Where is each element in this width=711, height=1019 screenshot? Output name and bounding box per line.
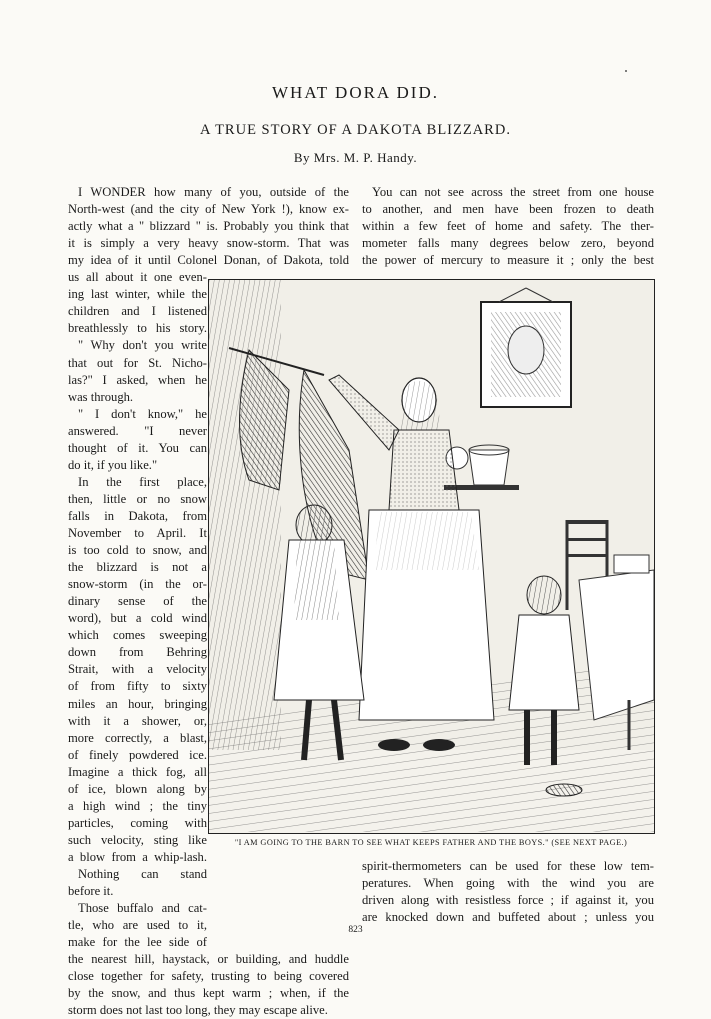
left-column-line: do it, if you like." xyxy=(68,457,158,472)
left-column-line: us all about it one even- xyxy=(68,270,207,285)
left-column-line: particles, coming with xyxy=(68,815,207,830)
left-column-line: Nothing can stand xyxy=(78,867,207,881)
right-column-line: driven along with resistless force ; if against it, you xyxy=(362,893,654,908)
left-column-line: of finely powdered ice. xyxy=(68,747,207,762)
left-column-line: was through. xyxy=(68,389,134,404)
left-column-line: down from Behring xyxy=(68,645,207,660)
left-column-line: Those buffalo and cat- xyxy=(78,901,207,916)
left-column-line: is too cold to snow, and xyxy=(68,543,207,558)
left-column-line: by the snow, and thus kept warm ; when, if the xyxy=(68,986,349,1001)
left-column-line: close together for safety, trusting to being covered xyxy=(68,969,349,984)
left-column-line: that out for St. Nicho- xyxy=(68,355,207,370)
left-column-line: falls in Dakota, from xyxy=(68,508,207,523)
left-column-line: of ice, blown along by xyxy=(68,781,207,796)
left-column-line: las?" I asked, when he xyxy=(68,372,207,387)
left-column-line: the nearest hill, haystack, or building, and huddle xyxy=(68,952,349,967)
left-column-line: November to April. It xyxy=(68,526,207,540)
left-column-line: miles an hour, bringing xyxy=(68,696,207,711)
right-column-line: are knocked down and buffeted about ; unless you xyxy=(362,910,654,925)
left-column-line: Strait, with a velocity xyxy=(68,662,207,677)
left-column-line: I WONDER how many of you, outside of the xyxy=(78,185,349,199)
left-column-line: answered. "I never xyxy=(68,423,207,438)
left-column-line: my idea of it until Colonel Donan, of Dakota, told xyxy=(68,253,349,268)
left-column-line: such velocity, sting like xyxy=(68,832,207,847)
illustration xyxy=(208,279,655,834)
left-column-line: of from fifty to sixty xyxy=(68,679,207,694)
left-column-line: North-west (and the city of New York !), know ex- xyxy=(68,202,349,217)
article-title: WHAT DORA DID. xyxy=(272,83,439,102)
left-column-line: In the first place, xyxy=(78,474,207,489)
left-column-line: more correctly, a blast, xyxy=(68,730,207,745)
left-column-line: it is simply a very heavy snow-storm. That was xyxy=(68,236,349,251)
left-column-line: breathlessly to his story. xyxy=(68,321,207,336)
left-column-line: Imagine a thick fog, all xyxy=(68,764,207,779)
left-column-line: a blow from a whip-lash. xyxy=(68,849,207,864)
right-column-line: You can not see across the street from one house xyxy=(372,185,654,199)
left-column-line: " Why don't you write xyxy=(78,338,207,353)
right-column-line: within a few feet of home and safety. The ther- xyxy=(362,219,654,234)
page-number: 823 xyxy=(348,925,363,935)
right-column-line: mometer falls many degrees below zero, beyond xyxy=(362,236,654,251)
right-column-line: peratures. When going with the wind you are xyxy=(362,876,654,891)
left-column-line: snow-storm (in the or- xyxy=(68,577,207,592)
left-column-line: actly what a " blizzard " is. Probably you think that xyxy=(68,219,349,234)
article-byline: By Mrs. M. P. Handy. xyxy=(293,150,418,165)
left-column-line: word), but a cold wind xyxy=(68,611,207,626)
illustration-caption: "I AM GOING TO THE BARN TO SEE WHAT KEEPS FATHER AND THE BOYS." (SEE NEXT PAGE.) xyxy=(234,838,628,847)
left-column-line: " I don't know," he xyxy=(78,406,207,421)
left-column-line: then, little or no snow xyxy=(68,491,207,506)
left-column-line: before it. xyxy=(68,884,114,899)
left-column-line: ing last winter, while the xyxy=(68,287,207,302)
right-column-line: spirit-thermometers can be used for these low tem- xyxy=(362,859,654,873)
left-column-line: a high wind ; the tiny xyxy=(68,798,207,813)
left-column-line: storm does not last too long, they may escape alive. xyxy=(68,1003,328,1018)
illustration-drawing xyxy=(209,280,654,832)
right-column-line: to another, and men have been frozen to death xyxy=(362,202,654,217)
left-column-line: which comes sweeping xyxy=(68,628,207,643)
article-subtitle: A TRUE STORY OF A DAKOTA BLIZZARD. xyxy=(200,122,511,138)
left-column-line: the blizzard is not a xyxy=(68,560,207,575)
left-column-line: dinary sense of the xyxy=(68,594,207,609)
left-column-line: children and I listened xyxy=(68,304,207,319)
speck-mark xyxy=(625,70,627,72)
left-column-line: make for the lee side of xyxy=(68,935,207,950)
left-column-line: tle, who are used to it, xyxy=(68,918,207,933)
left-column-line: with it a shower, or, xyxy=(68,713,207,728)
right-column-line: the power of mercury to measure it ; only the best xyxy=(362,253,654,268)
left-column-line: thought of it. You can xyxy=(68,440,207,455)
